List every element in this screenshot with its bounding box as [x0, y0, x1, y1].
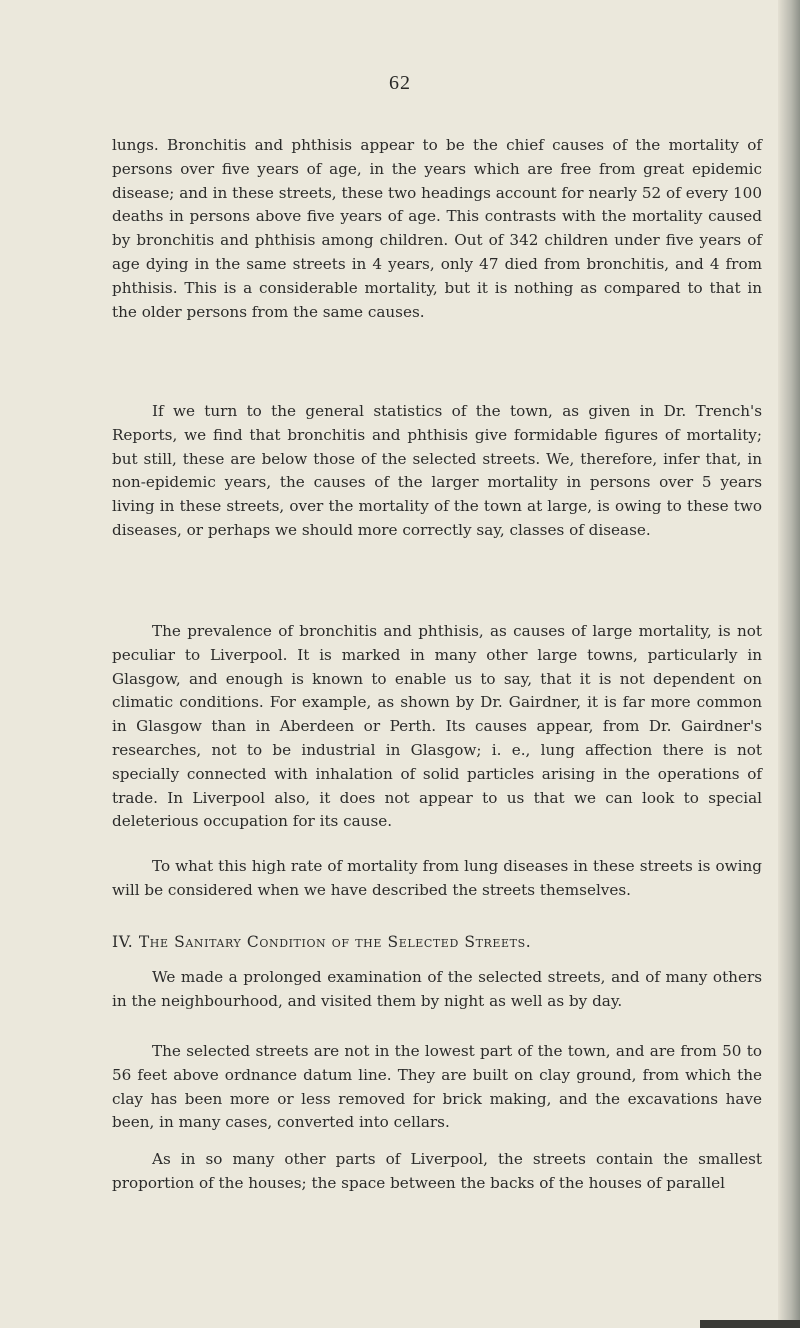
- paragraph-3: [112, 620, 762, 834]
- paragraph-2-text: If we turn to the general statistics of the town, as given in Dr. Trench's Reports, we find that bronchitis and phthisis give formidable figures of mortality; but still, these are below those of the selected streets. We, therefore, infer that, in non-epidemic years, the causes of the larger mortality in persons over 5 years living in these streets, over the mortality of the town at large, is owing to these two diseases, or perhaps we should more correctly say, classes of disease.: [112, 402, 762, 539]
- paragraph-1: [112, 134, 762, 324]
- paragraph-1-text: lungs. Bronchitis and phthisis appear to be the chief causes of the mortality of persons over five years of age, in the years which are free from great epidemic disease; and in these streets, these two headings account for nearly 52 of every 100 deaths in persons above five years of age. This contrasts with the mortality caused by bronchitis and phthisis among children. Out of 342 children under five years of age dying in the same streets in 4 years, only 47 died from bronchitis, and 4 from phthisis. This is a considerable mortality, but it is nothing as compared to that in the older persons from the same causes.: [112, 136, 762, 321]
- paragraph-4: [112, 855, 762, 903]
- paragraph-6: [112, 1040, 762, 1135]
- paragraph-2: [112, 400, 762, 543]
- paragraph-5-text: We made a prolonged examination of the selected streets, and of many others in the neighbourhood, and visited them by night as well as by day.: [112, 968, 762, 1010]
- paragraph-6-text: The selected streets are not in the lowest part of the town, and are from 50 to 56 feet above ordnance datum line. They are built on clay ground, from which the clay has been more or less removed for brick making, and the excavations have been, in many cases, converted into cellars.: [112, 1042, 762, 1132]
- paragraph-5: [112, 966, 762, 1014]
- paragraph-3-text: The prevalence of bronchitis and phthisis, as causes of large mortality, is not peculiar to Liverpool. It is marked in many other large towns, particularly in Glasgow, and enough is known to enable us to say, that it is not dependent on climatic conditions. For example, as shown by Dr. Gairdner, it is far more common in Glasgow than in Aberdeen or Perth. Its causes appear, from Dr. Gairdner's researches, not to be industrial in Glasgow; i. e., lung affection there is not specially connected with inhalation of solid particles arising in the operations of trade. In Liverpool also, it does not appear to us that we can look to special deleterious occupation for its cause.: [112, 622, 762, 831]
- page-edge-shadow: [778, 0, 800, 1328]
- paragraph-4-text: To what this high rate of mortality from lung diseases in these streets is owing will be considered when we have described the streets themselves.: [112, 857, 762, 899]
- paragraph-7-text: As in so many other parts of Liverpool, the streets contain the smallest proportion of the houses; the space between the backs of the houses of parallel: [112, 1150, 762, 1192]
- page-number: 62: [389, 72, 411, 94]
- paragraph-7: [112, 1148, 762, 1196]
- page-bottom-edge: [700, 1320, 800, 1328]
- section-heading: IV. The Sanitary Condition of the Selected Streets.: [112, 933, 532, 951]
